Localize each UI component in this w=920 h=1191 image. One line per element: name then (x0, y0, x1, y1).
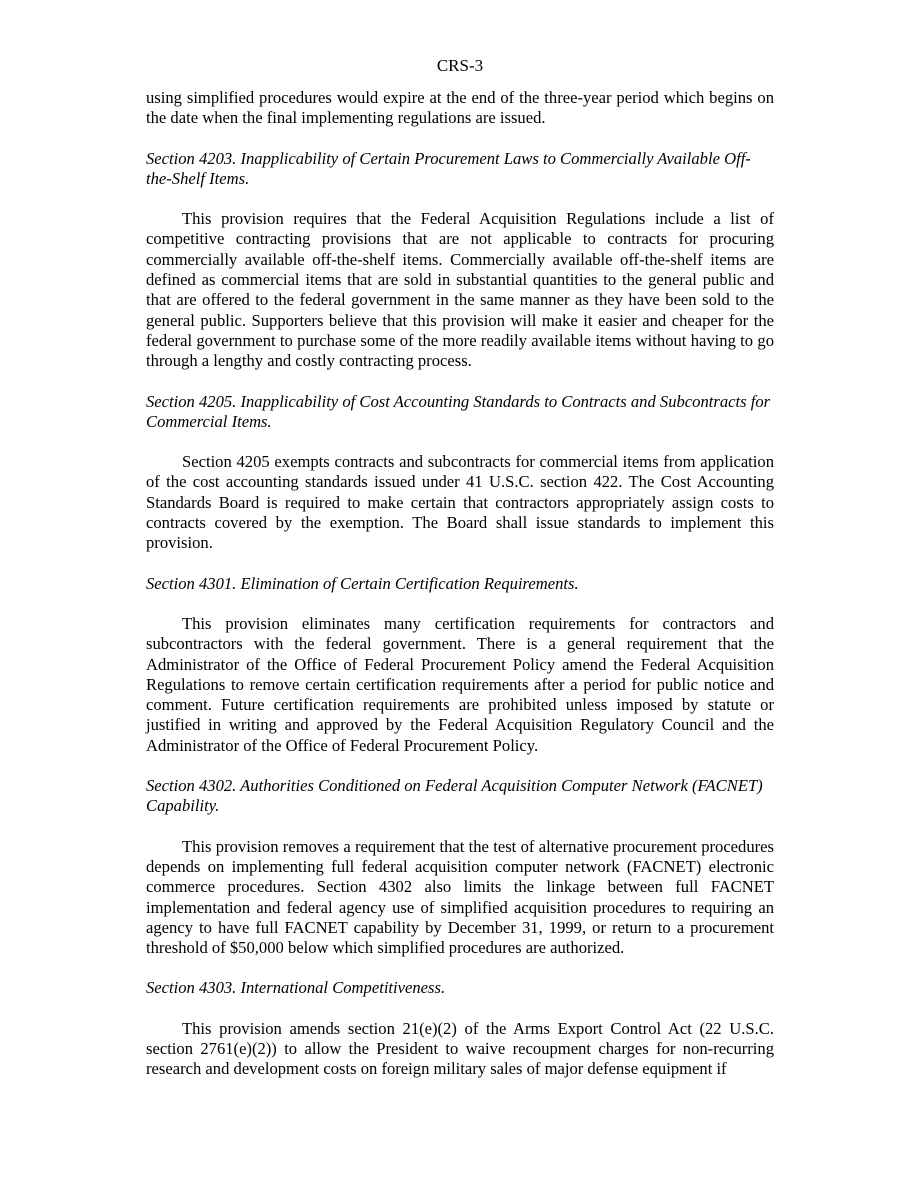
section-heading-4203: Section 4203. Inapplicability of Certain Procurement Laws to Commercially Available Off-the-Shelf Items. (146, 148, 751, 188)
section-heading-4302: Section 4302. Authorities Conditioned on Federal Acquisition Computer Network (FACNET) Capability. (146, 776, 763, 816)
continued-paragraph: using simplified procedures would expire at the end of the three-year period which begins on the date when the final implementing regulations are issued. (146, 88, 774, 128)
section-body-4205: Section 4205 exempts contracts and subcontracts for commercial items from application of the cost accounting standards issued under 41 U.S.C. section 422. The Cost Accounting Standards Board is required to make certain that contractors appropriately assign costs to contracts covered by the exemption. The Board shall issue standards to implement this provision. (146, 452, 774, 553)
page-number-header: CRS-3 (436, 56, 484, 75)
section-body-4203: This provision requires that the Federal Acquisition Regulations include a list of competitive contracting provisions that are not applicable to contracts for procuring commercially available off-the-shelf items. Commercially available off-the-shelf items are defined as commercial items that are sold in substantial quantities to the general public and that are offered to the federal government in the same manner as they have been sold to the general public. Supporters believe that this provision will make it easier and cheaper for the federal government to purchase some of the more readily available items without having to go through a lengthy and costly contracting process. (146, 209, 774, 371)
section-body-4303: This provision amends section 21(e)(2) of the Arms Export Control Act (22 U.S.C. section 2761(e)(2)) to allow the President to waive recoupment charges for non-recurring research and development costs on foreign military sales of major defense equipment if (146, 1018, 774, 1079)
section-heading-4205: Section 4205. Inapplicability of Cost Accounting Standards to Contracts and Subcontracts for Commercial Items. (146, 391, 771, 431)
section-body-4302: This provision removes a requirement that the test of alternative procurement procedures depends on implementing full federal acquisition computer network (FACNET) electronic commerce procedures. Section 4302 also limits the linkage between full FACNET implementation and federal agency use of simplified acquisition procedures to requiring an agency to have full FACNET capability by December 31, 1999, or return to a procurement threshold of $50,000 below which simplified procedures are authorized. (146, 836, 774, 958)
section-body-4301: This provision eliminates many certification requirements for contractors and subcontractors with the federal government. There is a general requirement that the Administrator of the Office of Federal Procurement Policy amend the Federal Acquisition Regulations to remove certain certification requirements after a period for public notice and comment. Future certification requirements are prohibited unless imposed by statute or justified in writing and approved by the Federal Acquisition Regulatory Council and the Administrator of the Office of Federal Procurement Policy. (146, 613, 774, 755)
section-heading-4301: Section 4301. Elimination of Certain Certification Requirements. (146, 573, 579, 593)
section-heading-4303: Section 4303. International Competitiveness. (146, 978, 446, 998)
document-page (146, 56, 774, 1080)
